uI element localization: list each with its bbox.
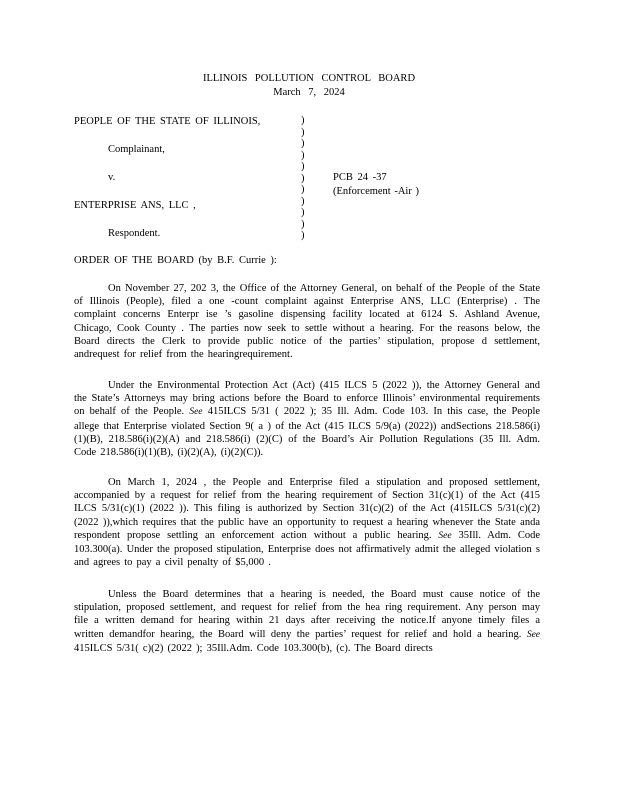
- paragraph-3: [74, 476, 540, 569]
- caption-respondent-label: Respondent.: [108, 228, 161, 239]
- paragraph-1-text: On November 27, 202 3, the Office of the Attorney General, on behalf of the People of the State of Illinois (People), filed a one -count complaint against Enterprise ANS, LLC (Enterprise) . The complaint concerns Enterpr ise ’s gasoline dispensing facility located at 6124 S. Ashland Avenue, Chicago, Cook County . The parties now seek to settle without a hearing. For the reasons below, the Board directs the Clerk to provide public notice of the parties’ stipulation, propose d settlement, andrequest for relief from the hearingrequirement.: [74, 283, 540, 361]
- order-date: March 7, 2024: [273, 87, 345, 98]
- caption-complainant-label: Complainant,: [108, 144, 165, 155]
- paragraph-3-text-a: On March 1, 2024 , the People and Enterprise filed a stipulation and proposed settlement, accompanied by a request for relief from the hearing requirement of Section 31(c)(1) of the Act (415 ILCS 5/31(c)(1) (2022 )). This filing is authorized by Section 31(c)(2) of the Act (415ILCS 5/31(c)(2) (2022 )),which requires that the public have an opportunity to request a hearing whenever the State anda respondent propose settling an enforcement action without a public hearing.: [74, 477, 540, 541]
- paragraph-3-see: See: [438, 530, 452, 541]
- paragraph-3-text-b: 35Ill. Adm. Code 103.300(a). Under the proposed stipulation, Enterprise does not affirmatively admit the alleged violation s and agrees to pay a civil penalty of $5,000 .: [74, 529, 540, 569]
- agency-title: ILLINOIS POLLUTION CONTROL BOARD: [202, 73, 416, 84]
- order-heading: ORDER OF THE BOARD (by B.F. Currie ):: [74, 255, 277, 266]
- paragraph-2: [74, 379, 540, 459]
- paragraph-4-see: See: [526, 629, 540, 640]
- caption-parentheses: ) ) ) ) ) ) ) ) ) ) ): [301, 115, 305, 241]
- paragraph-4-text-a: Unless the Board determines that a hearing is needed, the Board must cause notice of the stipulation, proposed settlement, and request for relief from the hea ring requirement. Any person may file a written demand for hearing within 21 days after receiving the notice.If anyone timely files a written demandfor hearing, the Board will deny the parties’ request for relief and hold a hearing.: [74, 589, 540, 640]
- case-type: (Enforcement -Air ): [333, 186, 419, 197]
- caption-versus: v.: [108, 172, 116, 183]
- paragraph-2-text-a: Under the Environmental Protection Act (Act) (415 ILCS 5 (2022 )), the Attorney General and the State’s Attorneys may bring actions before the Board to enforce Illinois’ environmental requirements on behalf of the People.: [74, 380, 540, 418]
- paragraph-4-text-b: 415ILCS 5/31( c)(2) (2022 ); 35Ill.Adm. Code 103.300(b), (c). The Board directs: [74, 642, 433, 654]
- caption-respondent: ENTERPRISE ANS, LLC ,: [74, 200, 196, 211]
- paragraph-2-text-b: 415ILCS 5/31 ( 2022 ); 35 Ill. Adm. Code 103. In this case, the People allege that Enterprise violated Section 9( a ) of the Act (415 ILCS 5/9(a) (2022)) andSections 218.586(i)(1)(B), 218.586(i)(2)(A) and 218.586(i) (2)(C) of the Board’s Air Pollution Regulations (35 Ill. Adm. Code 218.586(i)(1)(B), (i)(2)(A), (i)(2)(C)).: [74, 406, 541, 459]
- paragraph-4: [74, 588, 540, 655]
- paragraph-1: [74, 282, 540, 361]
- caption-plaintiff: PEOPLE OF THE STATE OF ILLINOIS,: [74, 116, 261, 127]
- case-number: PCB 24 -37: [333, 172, 387, 183]
- paragraph-2-see: See: [189, 407, 203, 418]
